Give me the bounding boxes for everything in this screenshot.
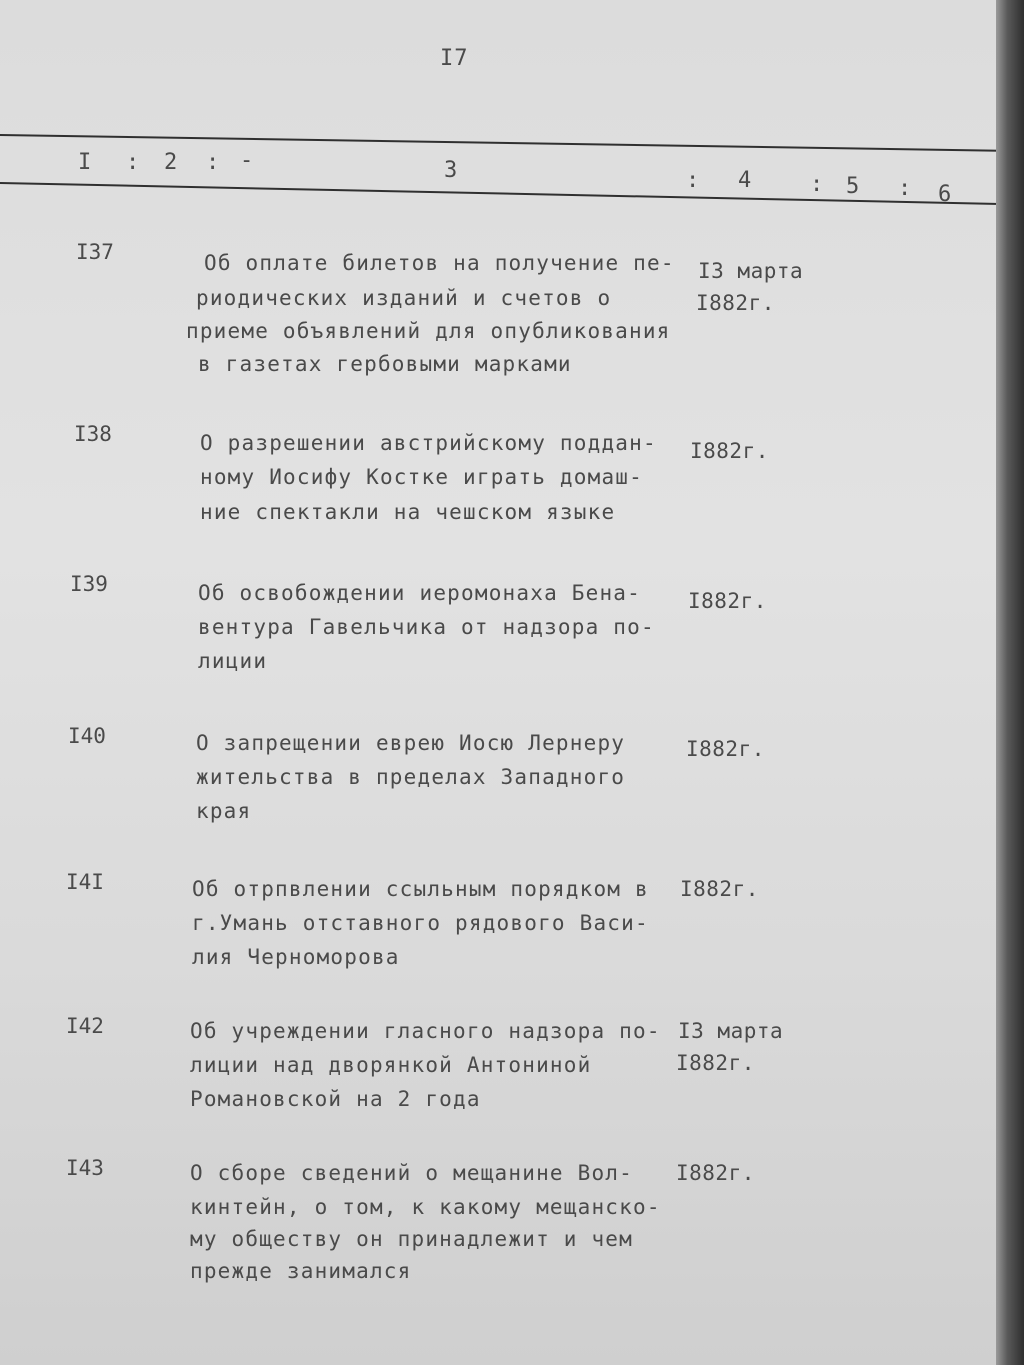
entry-date: I882г. <box>680 877 759 901</box>
entry-title-line: лиции <box>198 649 268 673</box>
entry-date: I3 марта <box>698 259 804 283</box>
column-header-6: 6 <box>938 182 953 207</box>
column-header-separator: : <box>126 150 141 175</box>
entry-number: I4I <box>66 870 104 894</box>
entry-title-line: Об отрпвлении ссыльным порядком в <box>192 877 649 901</box>
entry-date: I882г. <box>676 1051 755 1075</box>
page-number: I7 <box>440 46 469 71</box>
entry-title-line: края <box>196 799 252 823</box>
entry-title-line: приеме объявлений для опубликования <box>186 319 671 343</box>
entry-date: I882г. <box>676 1161 755 1185</box>
entry-title-line: О запрещении еврею Иосю Лернеру <box>196 731 626 755</box>
entry-title-line: Об освобождении иеромонаха Бена- <box>198 581 641 605</box>
entry-number: I38 <box>74 422 112 446</box>
entry-title-line: прежде занимался <box>190 1259 412 1283</box>
entry-title-line: жительства в пределах Западного <box>196 765 626 789</box>
entry-title-line: О разрешении австрийскому поддан- <box>200 431 657 455</box>
entry-number: I39 <box>70 572 108 596</box>
entry-date: I882г. <box>686 737 765 761</box>
column-header-separator: : <box>810 172 825 197</box>
column-header-separator: : <box>686 168 701 193</box>
entry-title-line: г.Умань отставного рядового Васи- <box>192 911 649 935</box>
entry-date: I882г. <box>696 291 775 315</box>
entry-title-line: кинтейн, о том, к какому мещанско- <box>190 1195 661 1219</box>
entry-title-line: ному Иосифу Костке играть домаш- <box>200 465 643 489</box>
entry-title-line: риодических изданий и счетов о <box>196 286 612 310</box>
entry-number: I42 <box>66 1014 104 1038</box>
column-header-2: 2 <box>164 150 179 175</box>
column-header-5: 5 <box>846 174 861 199</box>
column-header-separator: : <box>206 150 221 175</box>
entry-title-line: вентура Гавельчика от надзора по- <box>198 615 655 639</box>
entry-title-line: лиции над дворянкой Антониной <box>190 1053 592 1077</box>
entry-title-line: лия Черноморова <box>192 945 400 969</box>
column-header-4: 4 <box>738 168 753 193</box>
entry-date: I882г. <box>688 589 767 613</box>
entry-number: I43 <box>66 1156 104 1180</box>
entry-date: I3 марта <box>678 1019 784 1043</box>
column-header-3: 3 <box>444 158 459 183</box>
entry-title-line: му обществу он принадлежит и чем <box>190 1227 633 1251</box>
header-rule-top <box>0 134 1000 152</box>
column-header-separator: : <box>898 176 913 201</box>
entry-title-line: Об оплате билетов на получение пе- <box>204 251 675 275</box>
entry-title-line: ние спектакли на чешском языке <box>200 500 616 524</box>
page-edge-shadow <box>996 0 1024 1365</box>
entry-date: I882г. <box>690 439 769 463</box>
entry-title-line: Романовской на 2 года <box>190 1087 481 1111</box>
entry-title-line: Об учреждении гласного надзора по- <box>190 1019 661 1043</box>
entry-number: I37 <box>76 240 114 264</box>
entry-number: I40 <box>68 724 106 748</box>
column-header-dash: - <box>240 148 255 173</box>
entry-title-line: О сборе сведений о мещанине Вол- <box>190 1161 633 1185</box>
entry-title-line: в газетах гербовыми марками <box>198 352 572 376</box>
column-header-1: I <box>78 150 93 175</box>
